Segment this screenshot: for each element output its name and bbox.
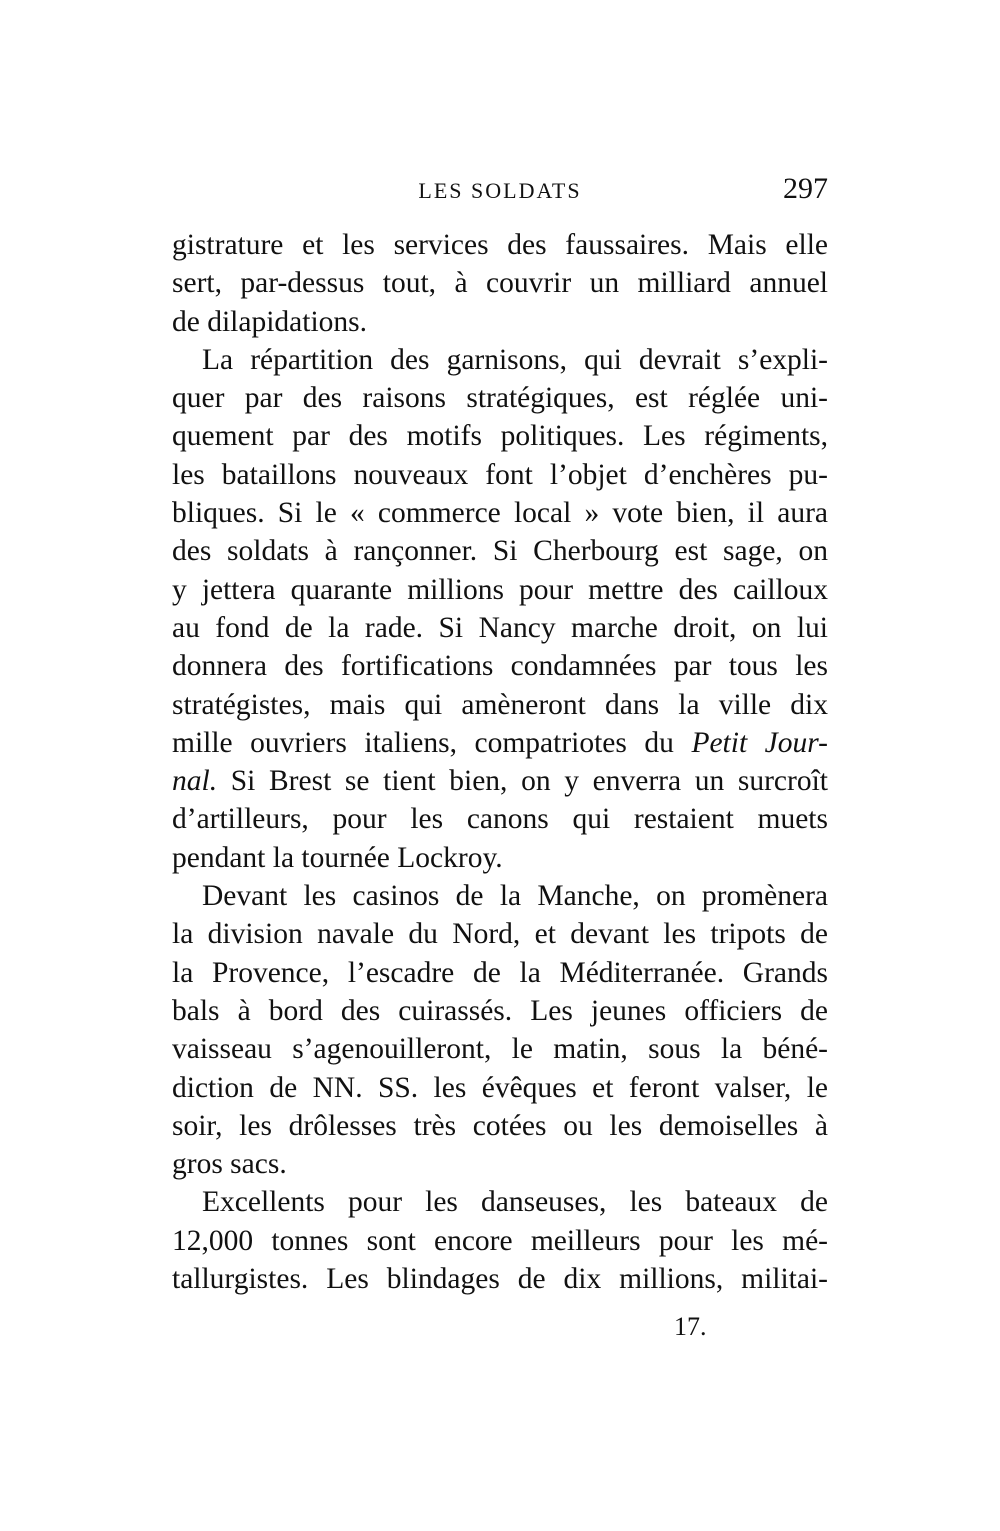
text-segment: Si Brest se tient bien, on y enverra un surcroît xyxy=(217,765,828,798)
paragraph-4 xyxy=(172,1183,828,1298)
text-line: Excellents pour les danseuses, les bateaux de xyxy=(202,1186,828,1219)
text-line: bals à bord des cuirassés. Les jeunes officiers de xyxy=(172,994,828,1027)
text-line: vaisseau s’agenouilleront, le matin, sous la béné- xyxy=(172,1033,828,1066)
running-head xyxy=(172,172,828,212)
text-line: Devant les casinos de la Manche, on promènera xyxy=(202,880,828,913)
italic-title-petit-journal: Petit Jour- xyxy=(691,726,828,759)
paragraph-2 xyxy=(172,341,828,877)
text-line: 12,000 tonnes sont encore meilleurs pour les mé- xyxy=(172,1224,828,1257)
text-line: gros sacs. xyxy=(172,1148,287,1181)
italic-title-continuation: nal. xyxy=(172,765,218,798)
text-line: sert, par-dessus tout, à couvrir un milliard annuel xyxy=(172,267,828,300)
text-line: bliques. Si le « commerce local » vote bien, il aura xyxy=(172,497,828,530)
text-line: des soldats à rançonner. Si Cherbourg est sage, on xyxy=(172,535,828,568)
text-line: La répartition des garnisons, qui devrait s’expli- xyxy=(202,343,828,376)
text-segment: mille ouvriers italiens, compatriotes du xyxy=(172,726,692,759)
running-title: LES SOLDATS xyxy=(418,178,582,203)
text-line: y jettera quarante millions pour mettre des cailloux xyxy=(172,573,828,606)
text-line: au fond de la rade. Si Nancy marche droit, on lui xyxy=(172,611,828,644)
text-line-with-italic xyxy=(172,762,828,800)
signature-mark: 17. xyxy=(674,1312,707,1341)
paragraph-3 xyxy=(172,877,828,1183)
text-line: la division navale du Nord, et devant les tripots de xyxy=(172,918,828,951)
paragraph-1 xyxy=(172,226,828,341)
text-line: quer par des raisons stratégiques, est réglée uni- xyxy=(172,382,828,415)
text-line: pendant la tournée Lockroy. xyxy=(172,841,503,874)
text-line: donnera des fortifications condamnées par tous les xyxy=(172,650,828,683)
text-line: tallurgistes. Les blindages de dix millions, militai- xyxy=(172,1263,828,1296)
text-line: soir, les drôlesses très cotées ou les demoiselles à xyxy=(172,1109,828,1142)
text-line: stratégistes, mais qui amèneront dans la ville dix xyxy=(172,688,828,721)
text-line: les bataillons nouveaux font l’objet d’enchères pu- xyxy=(172,458,828,491)
text-line: gistrature et les services des faussaires. Mais elle xyxy=(172,229,828,261)
text-line: la Provence, l’escadre de la Méditerranée. Grands xyxy=(172,956,828,989)
body-text xyxy=(172,226,828,1298)
text-line-with-italic xyxy=(172,724,828,762)
text-line: d’artilleurs, pour les canons qui restaient muets xyxy=(172,803,828,836)
page-number: 297 xyxy=(783,172,828,205)
text-line: quement par des motifs politiques. Les régiments, xyxy=(172,420,828,453)
text-line: de dilapidations. xyxy=(172,305,367,338)
text-line: diction de NN. SS. les évêques et feront valser, le xyxy=(172,1071,828,1104)
